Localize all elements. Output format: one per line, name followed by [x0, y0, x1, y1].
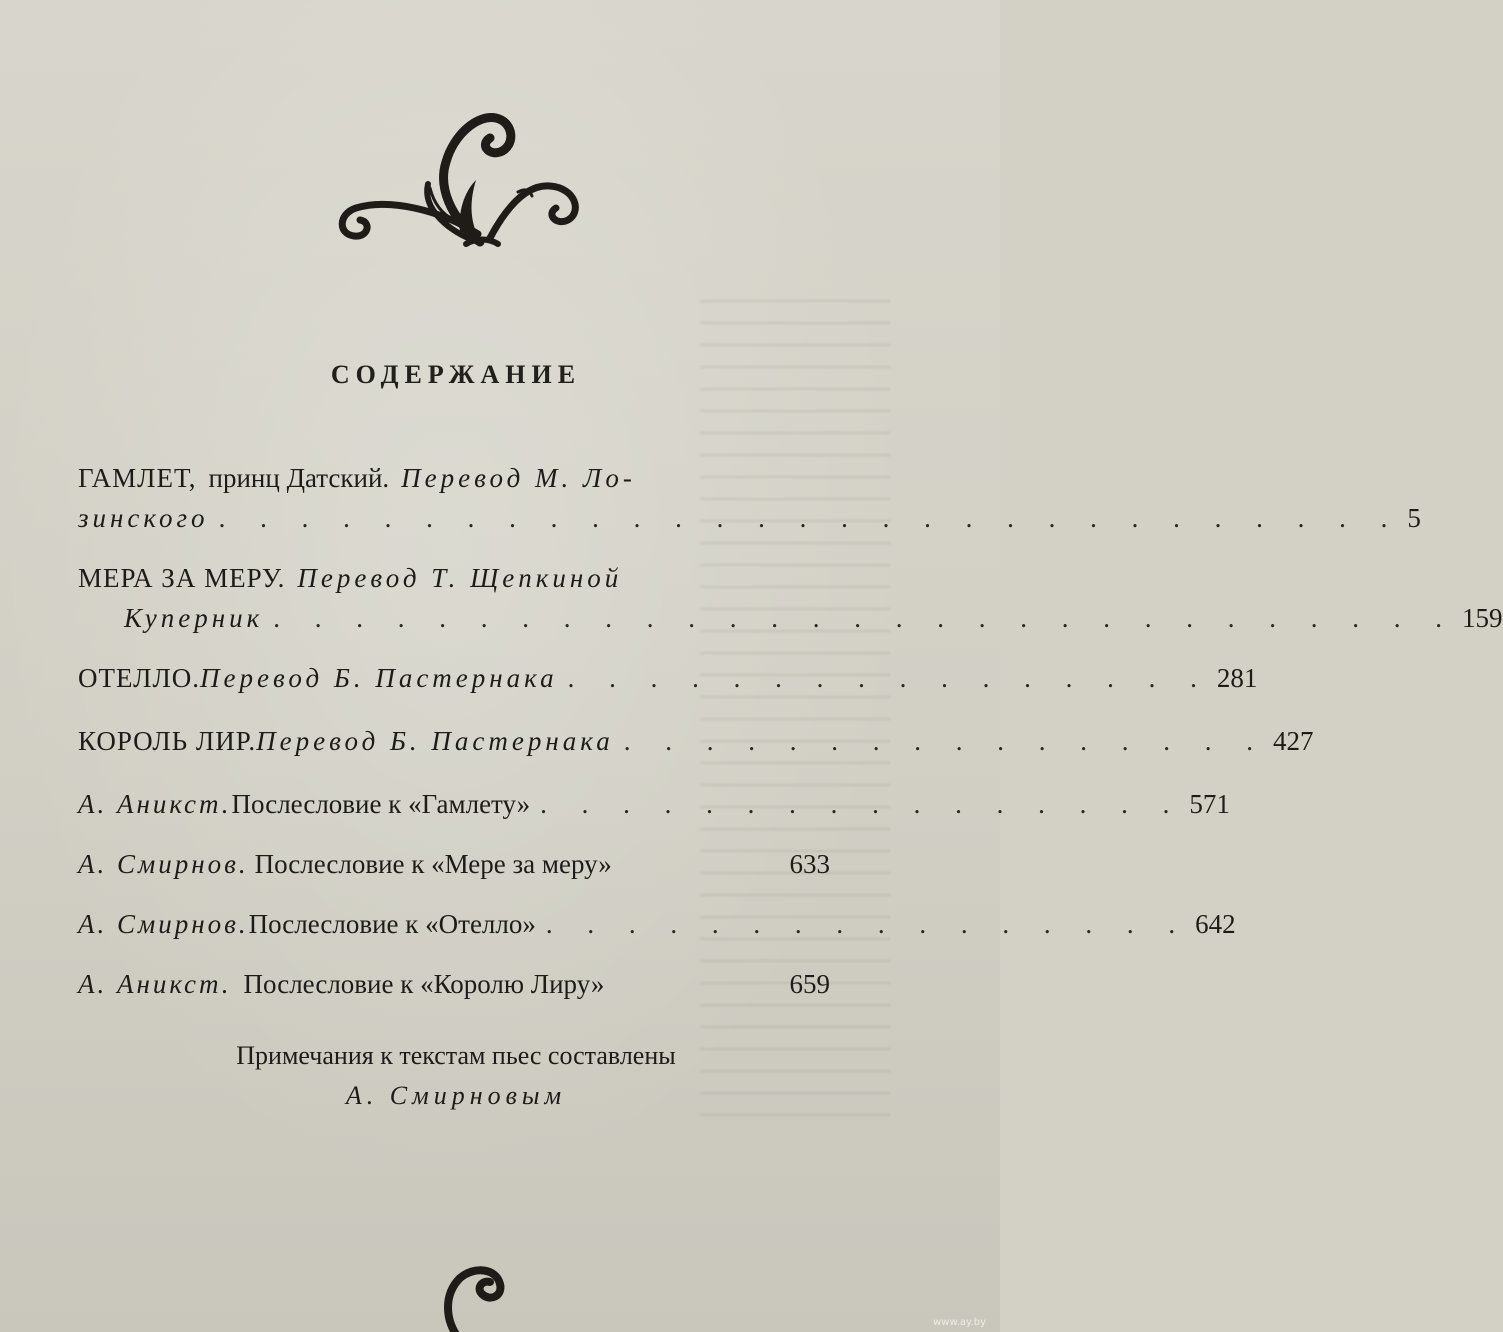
translator-credit-continued: Куперник: [124, 603, 264, 633]
afterword-title: Послесловие к «Отелло»: [248, 909, 536, 939]
afterword-author: А. Смирнов.: [78, 849, 249, 879]
toc-entry-king-lear[interactable]: [78, 721, 1314, 761]
toc-line: [78, 904, 1236, 944]
vignette-ornament-icon: [330, 92, 590, 262]
translator-credit: Перевод Б. Пастернака: [200, 663, 558, 693]
toc-entry-afterword-measure[interactable]: [78, 844, 830, 884]
dot-leader: . . . . . . . . . . . . . . . .: [540, 789, 1184, 819]
page-number: 281: [1216, 663, 1258, 693]
page-number: 159: [1462, 603, 1503, 633]
toc-entry-afterword-lear[interactable]: [78, 964, 830, 1004]
page-number: 642: [1195, 909, 1236, 939]
notes-credit-text: Примечания к текстам пьес составлены: [236, 1041, 676, 1070]
play-title: МЕРА ЗА МЕРУ.: [78, 563, 286, 593]
dot-leader: . . . . . . . . . . . . . . . . . . . . . . . . . . . . .: [218, 503, 1402, 533]
toc-line: [78, 458, 830, 498]
toc-line: [78, 558, 830, 598]
translator-credit-continued: зинского: [78, 503, 209, 533]
site-watermark: www.ay.by: [933, 1317, 986, 1328]
afterword-author: А. Аникст.: [78, 969, 232, 999]
toc-entry-afterword-othello[interactable]: [78, 904, 1236, 944]
toc-line: [78, 964, 830, 1004]
play-title: КОРОЛЬ ЛИР.: [78, 726, 257, 756]
translator-credit: Перевод Б. Пастернака: [256, 726, 614, 756]
dot-leader: . . . . . . . . . . . . . . . .: [545, 909, 1190, 939]
afterword-title: Послесловие к «Мере за меру»: [254, 849, 612, 879]
vignette-ornament-bottom-icon: [420, 1260, 540, 1332]
afterword-author: А. Смирнов.: [78, 909, 249, 939]
toc-entry-measure-for-measure[interactable]: [78, 558, 1503, 638]
page-number: 633: [789, 849, 830, 879]
toc-entry-afterword-hamlet[interactable]: [78, 784, 1230, 824]
toc-line: [78, 498, 1421, 538]
page-number: 427: [1273, 726, 1314, 756]
toc-line: [78, 658, 1258, 698]
contents-heading: СОДЕРЖАНИЕ: [330, 360, 582, 389]
page-number: 5: [1407, 503, 1421, 533]
dot-leader: . . . . . . . . . . . . . . . .: [567, 663, 1211, 693]
play-subtitle: принц Датский.: [208, 463, 390, 493]
notes-credit: [0, 1036, 912, 1116]
dot-leader: . . . . . . . . . . . . . . . .: [623, 726, 1267, 756]
afterword-title: Послесловие к «Королю Лиру»: [243, 969, 605, 999]
translator-credit: Перевод М. Ло-: [401, 463, 636, 493]
toc-entry-othello[interactable]: [78, 658, 1258, 698]
afterword-title: Послесловие к «Гамлету»: [231, 789, 531, 819]
afterword-author: А. Аникст.: [78, 789, 232, 819]
page-number: 659: [789, 969, 830, 999]
dot-leader: . . . . . . . . . . . . . . . . . . . . . . . . . . . . .: [273, 603, 1457, 633]
notes-credit-author: А. Смирновым: [345, 1081, 567, 1110]
toc-line: [78, 784, 1230, 824]
table-of-contents: [78, 458, 1503, 1004]
play-title: ГАМЛЕТ,: [78, 463, 197, 493]
translator-credit: Перевод Т. Щепкиной: [297, 563, 623, 593]
play-title: ОТЕЛЛО.: [78, 663, 201, 693]
toc-line: [78, 721, 1314, 761]
toc-line: [78, 844, 830, 884]
toc-line: [78, 598, 1503, 638]
page-number: 571: [1189, 789, 1230, 819]
toc-entry-hamlet[interactable]: [78, 458, 1421, 538]
